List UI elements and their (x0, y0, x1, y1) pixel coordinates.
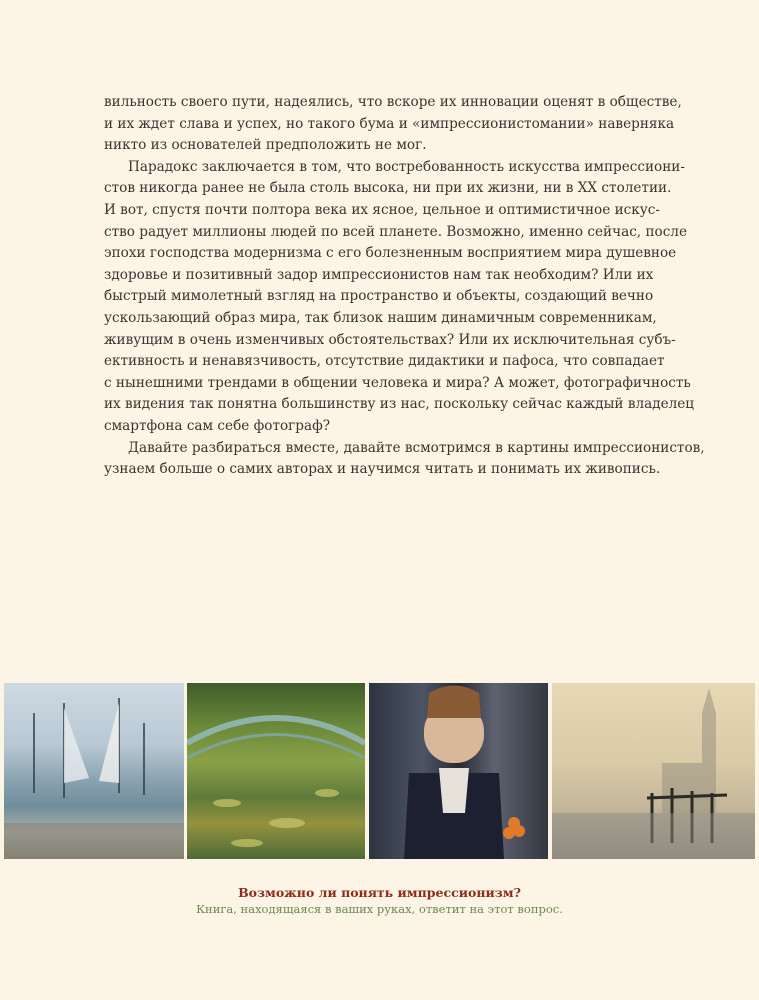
text-line: никто из основателей предположить не мог. (104, 137, 427, 154)
text-line: вильность своего пути, надеялись, что вскоре их инновации оценят в обществе, (104, 94, 682, 110)
text-line: быстрый мимолетный взгляд на пространство и объекты, создающий вечно (104, 288, 654, 305)
text-line: ство радует миллионы людей по всей планете. Возможно, именно сейчас, после (104, 223, 687, 240)
caption-subtitle: Книга, находящаяся в ваших руках, ответит на этот вопрос. (196, 902, 563, 916)
text-line: живущим в очень изменчивых обстоятельствах? Или их исключительная субъ- (104, 331, 676, 348)
text-line: эпохи господства модернизма с его болезненным восприятием мира душевное (104, 245, 677, 262)
text-line: и их ждет слава и успех, но такого бума и «импрессионистомании» наверняка (104, 115, 675, 132)
caption (0, 884, 759, 917)
text-line: И вот, спустя почти полтора века их ясное, цельное и оптимистичное искус- (104, 201, 660, 218)
text-line: узнаем больше о самих авторах и научимся читать и понимать их живопись. (104, 461, 661, 478)
text-line: Давайте разбираться вместе, давайте всмотримся в картины импрессионистов, (128, 439, 705, 456)
text-line: их видения так понятна большинству из нас, поскольку сейчас каждый владелец (104, 396, 695, 413)
paintings-strip (4, 683, 755, 859)
text-line: ускользающий образ мира, так близок нашим динамичным современникам, (104, 309, 657, 326)
text-line: с нынешними трендами в общении человека и мира? А может, фотографичность (104, 374, 691, 391)
painting-japanese-bridge (187, 683, 365, 859)
painting-sailboats-harbor (4, 683, 184, 859)
text-line: смартфона сам себе фотограф? (104, 417, 331, 434)
text-line: ективность и ненавязчивость, отсутствие дидактики и пафоса, что совпадает (104, 353, 665, 370)
caption-title: Возможно ли понять импрессионизм? (238, 885, 521, 900)
text-line: стов никогда ранее не была столь высока, ни при их жизни, ни в XX столетии. (104, 180, 672, 197)
painting-bar-folies-bergere (369, 683, 548, 859)
text-line: Парадокс заключается в том, что востребованность искусства импрессиони- (128, 158, 685, 175)
body-text (104, 92, 705, 481)
text-line: здоровье и позитивный задор импрессионистов нам так необходим? Или их (104, 266, 654, 283)
painting-houses-of-parliament (552, 683, 755, 859)
